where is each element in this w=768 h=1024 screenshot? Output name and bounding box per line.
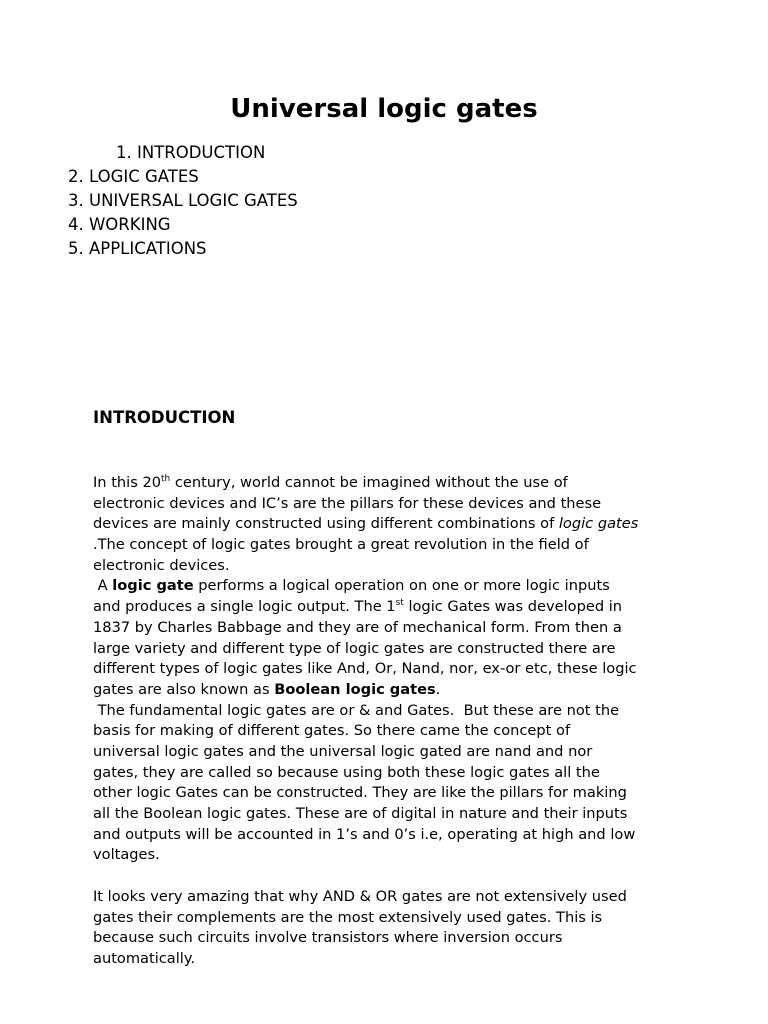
- section-heading-introduction: INTRODUCTION: [93, 408, 236, 427]
- paragraph-line: gates, they are called so because using both these logic gates all the: [93, 763, 600, 781]
- text-run: and produces a single logic output. The 1: [93, 598, 396, 616]
- paragraph-line: .The concept of logic gates brought a great revolution in the field of: [93, 536, 589, 554]
- paragraph-line: It looks very amazing that why AND & OR gates are not extensively used: [93, 888, 627, 905]
- paragraph-line: and outputs will be accounted in 1’s and 0’s i.e, operating at high and low: [93, 825, 636, 843]
- paragraph-line: voltages.: [93, 846, 160, 864]
- paragraph-line: because such circuits involve transistors where inversion occurs: [93, 929, 563, 947]
- table-of-contents: [68, 141, 298, 261]
- superscript: th: [161, 474, 171, 484]
- paragraph-line: [93, 576, 693, 597]
- text-run: devices are mainly constructed using different combinations of: [93, 515, 559, 533]
- paragraph-line: all the Boolean logic gates. These are of digital in nature and their inputs: [93, 805, 628, 822]
- paragraph-line: universal logic gates and the universal logic gated are nand and nor: [93, 742, 593, 760]
- text-run: A: [93, 577, 113, 595]
- paragraph-line: different types of logic gates like And, Or, Nand, nor, ex-or etc, these logic: [93, 660, 637, 678]
- toc-item-universal-logic-gates: 3. UNIVERSAL LOGIC GATES: [68, 191, 298, 210]
- text-run: logic Gates was developed in: [403, 598, 623, 616]
- text-run: performs a logical operation on one or more logic inputs: [193, 577, 610, 595]
- bold-term: Boolean logic gates: [274, 680, 436, 698]
- paragraph-line: electronic devices and IC’s are the pillars for these devices and these: [93, 494, 602, 512]
- introduction-body: [93, 473, 693, 866]
- paragraph-line: The fundamental logic gates are or & and Gates. But these are not the: [93, 701, 620, 719]
- text-run: century, world cannot be imagined without the use of: [170, 474, 568, 491]
- bold-term: logic gate: [112, 577, 194, 595]
- document-title: Universal logic gates: [230, 94, 538, 124]
- paragraph-line: gates their complements are the most extensively used gates. This is: [93, 908, 603, 926]
- paragraph-line: [93, 680, 693, 701]
- italic-term: logic gates: [558, 515, 639, 533]
- toc-item-applications: 5. APPLICATIONS: [68, 239, 207, 258]
- paragraph-line: electronic devices.: [93, 556, 230, 574]
- toc-item-working: 4. WORKING: [68, 215, 171, 234]
- toc-item-introduction: 1. INTRODUCTION: [116, 143, 266, 162]
- paragraph-line: other logic Gates can be constructed. They are like the pillars for making: [93, 784, 627, 802]
- text-run: gates are also known as: [93, 680, 275, 698]
- toc-item-logic-gates: 2. LOGIC GATES: [68, 167, 199, 186]
- text-run: .: [435, 680, 441, 698]
- superscript: st: [395, 598, 404, 609]
- closing-paragraph: [93, 887, 693, 970]
- paragraph-line: 1837 by Charles Babbage and they are of mechanical form. From then a: [93, 618, 622, 636]
- paragraph-line: basis for making of different gates. So there came the concept of: [93, 722, 571, 740]
- paragraph-line: automatically.: [93, 950, 196, 968]
- text-run: In this 20: [93, 474, 162, 491]
- paragraph-line: [93, 473, 693, 494]
- paragraph-line: [93, 514, 693, 535]
- paragraph-line: [93, 597, 693, 618]
- paragraph-line: large variety and different type of logic gates are constructed there are: [93, 639, 616, 657]
